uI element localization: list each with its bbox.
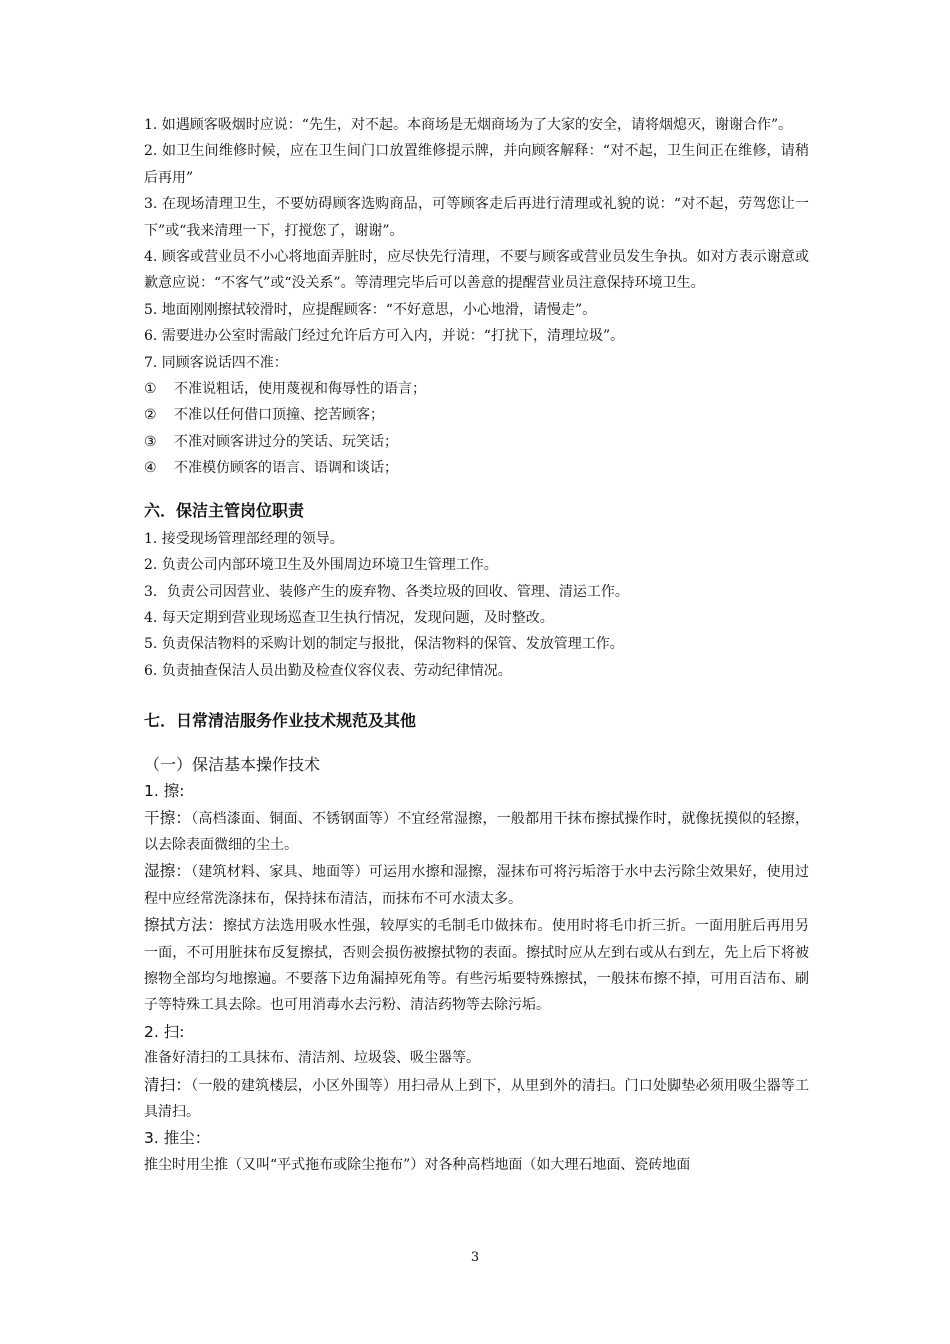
list-item (144, 429, 809, 455)
list-item: 4. 每天定期到营业现场巡查卫生执行情况，发现问题，及时整改。 (144, 609, 554, 626)
list-item: 2. 如卫生间维修时候，应在卫生间门口放置维修提示牌，并向顾客解释：“对不起，卫生间正在维修，请稍后再用” (144, 143, 809, 186)
term-label: 干擦： (144, 808, 192, 827)
list-item (144, 455, 809, 481)
list-item: 3．负责公司因营业、装修产生的废弃物、各类垃圾的回收、管理、清运工作。 (144, 583, 629, 600)
list-item (144, 402, 809, 428)
document-page (144, 112, 809, 1178)
paragraph-text: （一般的建筑楼层，小区外围等）用扫帚从上到下，从里到外的清扫。门口处脚垫必须用吸尘器等工具清扫。 (144, 1077, 809, 1120)
term-label: 擦拭方法： (144, 916, 223, 935)
paragraph-text: 擦拭方法选用吸水性强，较厚实的毛制毛巾做抹布。使用时将毛巾折三折。一面用脏后再用另一面，不可用脏抹布反复擦拭，否则会损伤被擦拭物的表面。擦拭时应从左到右或从右到左，先上后下将被擦物全部均匀地擦遍。不要落下边角漏掉死角等。有些污垢要特殊擦拭，一般抹布擦不掉，可用百洁布、刷子等特殊工具去除。也可用消毒水去污粉、清洁药物等去除污垢。 (144, 918, 809, 1014)
list-marker: ① (144, 381, 157, 398)
four-nots-list (144, 376, 809, 482)
section7-heading: 七．日常清洁服务作业技术规范及其他 (144, 711, 417, 731)
list-item: 6. 需要进办公室时需敲门经过允许后方可入内，并说：“打扰下，清理垃圾”。 (144, 328, 625, 345)
paragraph-wipe-method (144, 912, 809, 1019)
list-marker: ④ (144, 460, 157, 477)
subsection-heading: （一）保洁基本操作技术 (144, 755, 321, 775)
paragraph-dry-wipe (144, 805, 809, 859)
paragraph-text: （高档漆面、铜面、不锈钢面等）不宜经常湿擦，一般都用干抹布擦拭操作时，就像抚摸似的轻擦，以去除表面微细的尘土。 (144, 810, 809, 853)
list-item-text: 不准说粗话，使用蔑视和侮辱性的语言； (174, 381, 426, 398)
list-item-text: 不准模仿顾客的语言、语调和谈话； (174, 460, 398, 477)
list-item: 2. 负责公司内部环境卫生及外围周边环境卫生管理工作。 (144, 557, 498, 574)
list-marker: ③ (144, 433, 157, 450)
list-item-text: 不准对顾客讲过分的笑话、玩笑话； (174, 433, 398, 450)
paragraph-wet-wipe (144, 858, 809, 912)
page-number: 3 (470, 1250, 480, 1265)
list-item: 5. 负责保洁物料的采购计划的制定与报批，保洁物料的保管、发放管理工作。 (144, 636, 624, 653)
list-item: 1. 如遇顾客吸烟时应说：“先生，对不起。本商场是无烟商场为了大家的安全，请将烟熄灭，谢谢合作”。 (144, 117, 793, 133)
term-label: 清扫： (144, 1075, 192, 1094)
paragraph-sweep-prep: 准备好清扫的工具抹布、清洁剂、垃圾袋、吸尘器等。 (144, 1050, 480, 1067)
list-item: 1. 接受现场管理部经理的领导。 (144, 530, 344, 547)
list-item: 5. 地面刚刚擦拭较滑时，应提醒顾客：“不好意思，小心地滑，请慢走”。 (144, 301, 597, 318)
spacer (144, 482, 809, 496)
wipe-title: 1. 擦: (144, 782, 185, 801)
spacer (144, 736, 809, 752)
paragraph-push-dust: 推尘时用尘推（又叫“平式拖布或除尘拖布”）对各种高档地面（如大理石地面、瓷砖地面 (144, 1156, 691, 1173)
paragraph-text: （建筑材料、家具、地面等）可运用水擦和湿擦，湿抹布可将污垢溶于水中去污除尘效果好，使用过程中应经常洗涤抹布，保持抹布清洁，而抹布不可水渍太多。 (144, 864, 809, 907)
list-item: 4. 顾客或营业员不小心将地面弄脏时，应尽快先行清理，不要与顾客或营业员发生争执。如对方表示谢意或歉意应说：“不客气”或“没关系”。等清理完毕后可以善意的提醒营业员注意保持环境卫生。 (144, 249, 809, 292)
term-label: 湿擦： (144, 862, 192, 881)
list-marker: ② (144, 407, 157, 424)
list-item (144, 376, 809, 402)
section5-list (144, 112, 809, 376)
list-item: 6. 负责抽查保洁人员出勤及检查仪容仪表、劳动纪律情况。 (144, 662, 512, 679)
list-item-text: 不准以任何借口顶撞、挖苦顾客； (174, 407, 384, 424)
list-item: 3. 在现场清理卫生，不要妨碍顾客选购商品，可等顾客走后再进行清理或礼貌的说：“对不起，劳驾您让一下”或“我来清理一下，打搅您了，谢谢”。 (144, 196, 809, 239)
paragraph-sweep (144, 1072, 809, 1126)
spacer (144, 684, 809, 706)
section6-list (144, 526, 809, 684)
list-item: 7. 同顾客说话四不准： (144, 354, 288, 371)
section6-heading: 六．保洁主管岗位职责 (144, 500, 305, 520)
sweep-title: 2. 扫: (144, 1022, 185, 1041)
push-dust-title: 3. 推尘： (144, 1129, 211, 1148)
